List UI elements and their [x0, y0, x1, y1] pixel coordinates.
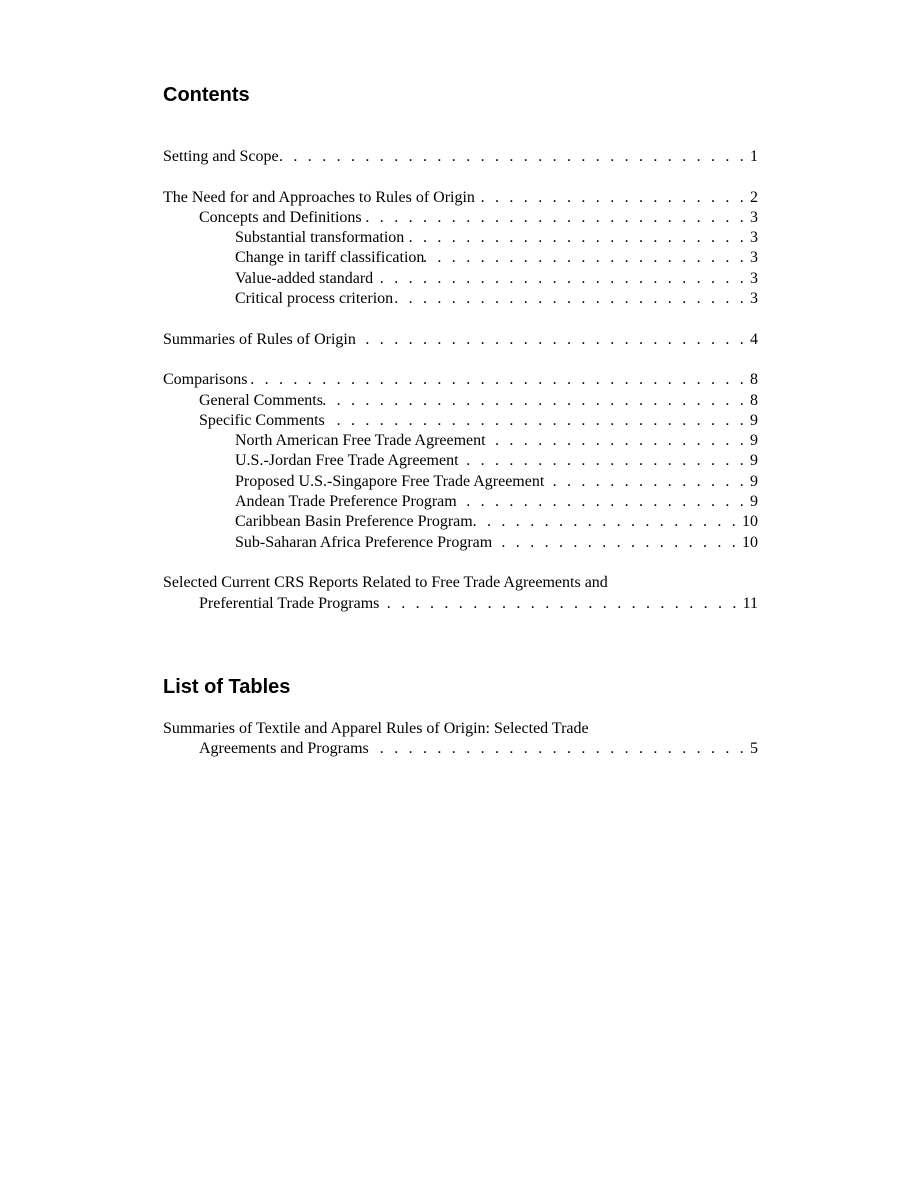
toc-entry[interactable]	[163, 248, 758, 268]
dot-leader	[404, 228, 750, 248]
toc-entry-page: 3	[750, 269, 758, 287]
toc-entry-title: Critical process criterion	[235, 290, 394, 308]
dot-leader	[457, 492, 750, 512]
toc-entry[interactable]	[163, 573, 758, 614]
toc-entry-title: General Comments	[199, 391, 323, 409]
dot-leader	[544, 472, 750, 492]
toc-entry[interactable]	[163, 431, 758, 451]
toc-entry-page: 9	[750, 432, 758, 450]
toc-entry[interactable]	[163, 492, 758, 512]
toc-entry[interactable]	[163, 533, 758, 553]
dot-leader	[362, 208, 750, 228]
toc-entry[interactable]	[163, 228, 758, 248]
table-entry-title-continued: Agreements and Programs	[199, 740, 369, 758]
dot-leader	[393, 289, 750, 309]
dot-leader	[492, 533, 742, 553]
toc-entry-page: 8	[750, 371, 758, 389]
list-of-tables-heading: List of Tables	[163, 676, 291, 698]
toc-entry-page: 8	[750, 391, 758, 409]
dot-leader	[369, 739, 750, 759]
toc-entry-page: 2	[750, 188, 758, 206]
toc-entry[interactable]	[163, 370, 758, 390]
toc-entry-title-continued: Preferential Trade Programs	[199, 594, 380, 612]
dot-leader	[475, 188, 750, 208]
toc-entry-title: Concepts and Definitions	[199, 208, 362, 226]
list-of-tables	[163, 719, 758, 760]
dot-leader	[424, 248, 750, 268]
dot-leader	[325, 411, 750, 431]
toc-entry-page: 3	[750, 249, 758, 267]
toc-entry[interactable]	[163, 451, 758, 471]
toc-entry-title: Selected Current CRS Reports Related to Free Trade Agreements and	[163, 574, 608, 592]
toc-entry-title: Andean Trade Preference Program	[235, 493, 457, 511]
contents-heading: Contents	[163, 84, 250, 106]
toc-entry-title: Specific Comments	[199, 411, 325, 429]
toc-entry[interactable]	[163, 411, 758, 431]
toc-entry[interactable]	[163, 330, 758, 350]
dot-leader	[473, 512, 742, 532]
table-entry-title: Summaries of Textile and Apparel Rules of Origin: Selected Trade	[163, 720, 589, 737]
toc-entry-title: Caribbean Basin Preference Program	[235, 513, 473, 531]
toc-entry[interactable]	[163, 391, 758, 411]
toc-entry-title: Proposed U.S.-Singapore Free Trade Agreement	[235, 472, 545, 490]
toc-entry-title: The Need for and Approaches to Rules of Origin	[163, 188, 475, 206]
table-entry-page: 5	[750, 740, 758, 758]
toc-entry-page: 1	[750, 148, 758, 165]
dot-leader	[323, 391, 750, 411]
toc-entry[interactable]	[163, 472, 758, 492]
toc-entry[interactable]	[163, 208, 758, 228]
toc-entry-page: 3	[750, 229, 758, 247]
toc-entry-page: 9	[750, 472, 758, 490]
toc-entry-page: 3	[750, 208, 758, 226]
dot-leader	[486, 431, 750, 451]
toc-entry-title: North American Free Trade Agreement	[235, 432, 486, 450]
toc-entry-title: Setting and Scope	[163, 148, 279, 165]
toc-entry-page: 9	[750, 452, 758, 470]
dot-leader	[356, 330, 750, 350]
toc-entry-title: Comparisons	[163, 371, 248, 389]
toc-entry-title: Sub-Saharan Africa Preference Program	[235, 533, 493, 551]
toc-entry-page: 11	[742, 594, 758, 612]
toc-entry-page: 4	[750, 330, 758, 348]
toc-entry-page: 9	[750, 411, 758, 429]
dot-leader	[279, 147, 750, 167]
toc-entry[interactable]	[163, 269, 758, 289]
toc-entry[interactable]	[163, 289, 758, 309]
toc-entry-title: Substantial transformation	[235, 229, 405, 247]
toc-entry-page: 3	[750, 290, 758, 308]
toc-entry-page: 10	[742, 533, 758, 551]
dot-leader	[247, 370, 750, 390]
toc-entry-title: Summaries of Rules of Origin	[163, 330, 356, 348]
table-entry[interactable]	[163, 719, 758, 760]
toc-entry-title: U.S.-Jordan Free Trade Agreement	[235, 452, 459, 470]
dot-leader	[459, 451, 750, 471]
toc-entry[interactable]	[163, 147, 758, 167]
toc-entry-title: Value-added standard	[235, 269, 374, 287]
contents-list	[163, 147, 758, 614]
dot-leader	[379, 594, 742, 614]
toc-entry-page: 10	[742, 513, 758, 531]
toc-entry[interactable]	[163, 512, 758, 532]
toc-entry-title: Change in tariff classification	[235, 249, 425, 267]
dot-leader	[373, 269, 750, 289]
toc-entry-page: 9	[750, 493, 758, 511]
toc-entry[interactable]	[163, 188, 758, 208]
